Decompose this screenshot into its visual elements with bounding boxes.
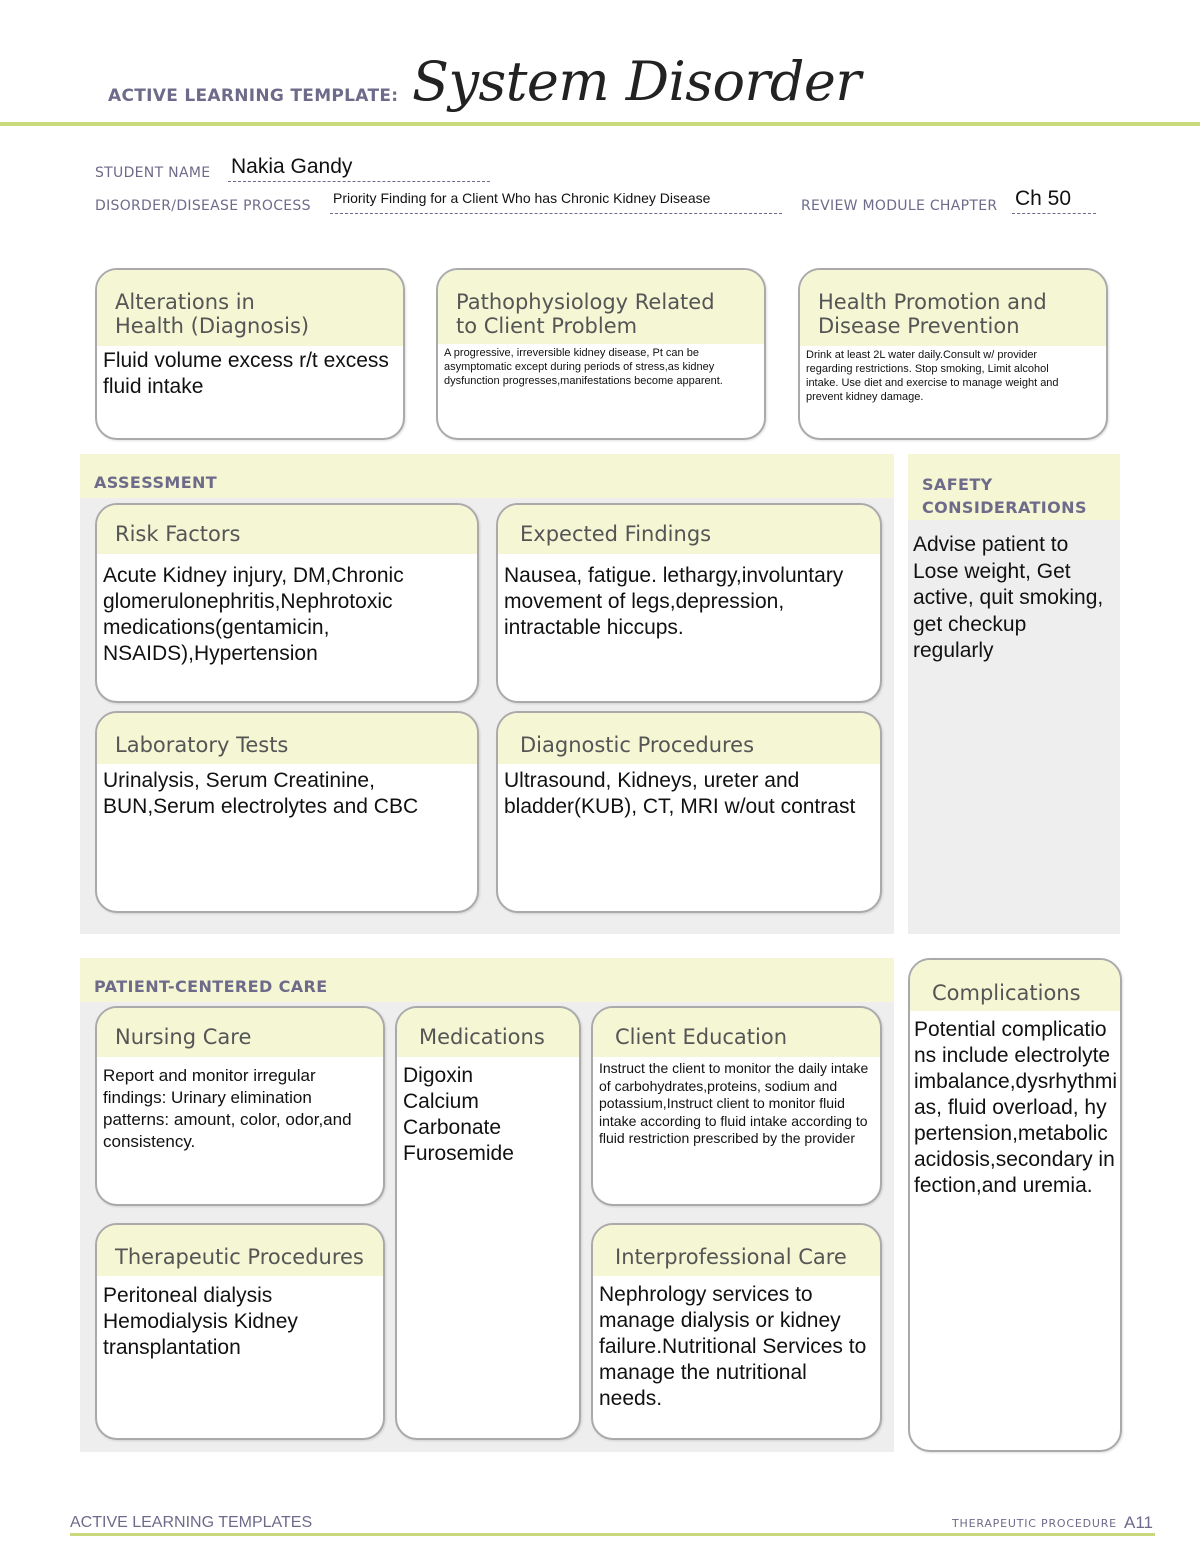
page-number: A11	[1124, 1513, 1153, 1532]
client-education-title: Client Education	[593, 1008, 880, 1057]
alterations-title-line2: Health (Diagnosis)	[115, 314, 310, 338]
disorder-field[interactable]: Priority Finding for a Client Who has Chronic Kidney Disease	[333, 190, 711, 206]
interprofessional-care-card	[591, 1223, 882, 1440]
risk-factors-card	[95, 503, 479, 703]
therapeutic-procedures-title: Therapeutic Procedures	[97, 1225, 383, 1276]
alterations-title-line1: Alterations in	[115, 290, 255, 314]
diagnostic-procedures-card	[496, 711, 882, 913]
therapeutic-procedures-card	[95, 1223, 385, 1440]
template-label: ACTIVE LEARNING TEMPLATE:	[108, 86, 399, 106]
expected-findings-title: Expected Findings	[498, 505, 880, 554]
interprofessional-care-title: Interprofessional Care	[593, 1225, 880, 1276]
laboratory-tests-title: Laboratory Tests	[97, 713, 477, 764]
client-education-body[interactable]: Instruct the client to monitor the daily intake of carbohydrates,proteins, sodium and potassium,Instruct client to monitor fluid intake according to fluid intake according to fluid restriction prescribed by the provider	[599, 1060, 869, 1146]
header-divider	[0, 122, 1200, 126]
diagnostic-procedures-body[interactable]: Ultrasound, Kidneys, ureter and bladder(KUB), CT, MRI w/out contrast	[504, 769, 856, 818]
safety-body[interactable]: Advise patient to Lose weight, Get active, quit smoking, get checkup regularly	[913, 533, 1104, 662]
expected-findings-card	[496, 503, 882, 703]
risk-factors-body[interactable]: Acute Kidney injury, DM,Chronic glomerulonephritis,Nephrotoxic medications(gentamicin, NSAIDS),Hypertension	[103, 564, 404, 665]
pathophysiology-body[interactable]: A progressive, irreversible kidney disease, Pt can be asymptomatic except during periods of stress,as kidney dysfunction progresses,manifestations become apparent.	[444, 347, 723, 387]
medications-body[interactable]: Digoxin Calcium Carbonate Furosemide	[403, 1064, 514, 1165]
pathophysiology-title-line1: Pathophysiology Related	[456, 290, 715, 314]
laboratory-tests-card	[95, 711, 479, 913]
nursing-care-body[interactable]: Report and monitor irregular findings: Urinary elimination patterns: amount, color, odor,and consistency.	[103, 1066, 352, 1151]
medications-title: Medications	[397, 1008, 579, 1057]
footer-section: THERAPEUTIC PROCEDURE	[952, 1517, 1117, 1530]
alterations-card	[95, 268, 405, 440]
complications-title: Complications	[910, 960, 1120, 1011]
disorder-label: DISORDER/DISEASE PROCESS	[95, 198, 311, 214]
health-promotion-title-line2: Disease Prevention	[818, 314, 1020, 338]
chapter-field[interactable]: Ch 50	[1015, 187, 1072, 210]
therapeutic-procedures-body[interactable]: Peritoneal dialysis Hemodialysis Kidney transplantation	[103, 1284, 298, 1359]
student-name-field[interactable]: Nakia Gandy	[231, 155, 353, 178]
expected-findings-body[interactable]: Nausea, fatigue. lethargy,involuntary movement of legs,depression, intractable hiccups.	[504, 564, 844, 639]
risk-factors-title: Risk Factors	[97, 505, 477, 554]
client-education-card	[591, 1006, 882, 1206]
footer-label: ACTIVE LEARNING TEMPLATES	[70, 1514, 313, 1531]
laboratory-tests-body[interactable]: Urinalysis, Serum Creatinine, BUN,Serum electrolytes and CBC	[103, 769, 419, 818]
assessment-section-title: ASSESSMENT	[94, 473, 218, 492]
health-promotion-title-line1: Health Promotion and	[818, 290, 1047, 314]
nursing-care-card	[95, 1006, 385, 1206]
safety-title	[922, 473, 1087, 519]
safety-panel	[908, 454, 1120, 934]
chapter-line	[1012, 213, 1096, 214]
chapter-label: REVIEW MODULE CHAPTER	[801, 198, 998, 214]
alterations-body[interactable]: Fluid volume excess r/t excess fluid intake	[103, 349, 389, 398]
nursing-care-title: Nursing Care	[97, 1008, 383, 1057]
student-name-label: STUDENT NAME	[95, 165, 211, 181]
page-title: System Disorder	[412, 50, 861, 113]
medications-card	[395, 1006, 581, 1440]
pathophysiology-title-line2: to Client Problem	[456, 314, 638, 338]
patient-care-section-title: PATIENT-CENTERED CARE	[94, 977, 328, 996]
pathophysiology-card	[436, 268, 766, 440]
complications-card	[908, 958, 1122, 1452]
footer-divider	[70, 1533, 1155, 1536]
diagnostic-procedures-title: Diagnostic Procedures	[498, 713, 880, 764]
student-name-line	[228, 181, 490, 182]
health-promotion-body[interactable]: Drink at least 2L water daily.Consult w/ provider regarding restrictions. Stop smoking, Limit alcohol intake. Use diet and exercise to manage weight and prevent kidney damage.	[806, 349, 1059, 403]
safety-title-line1: SAFETY	[922, 475, 993, 494]
health-promotion-card	[798, 268, 1108, 440]
safety-title-line2: CONSIDERATIONS	[922, 498, 1087, 517]
complications-body[interactable]: Potential complications include electrolyte imbalance,dysrhythmias, fluid overload, hypertension,metabolic acidosis,secondary infection,and uremia.	[914, 1018, 1118, 1197]
interprofessional-care-body[interactable]: Nephrology services to manage dialysis or kidney failure.Nutritional Services to manage the nutritional needs.	[599, 1283, 867, 1410]
disorder-line	[330, 213, 782, 214]
